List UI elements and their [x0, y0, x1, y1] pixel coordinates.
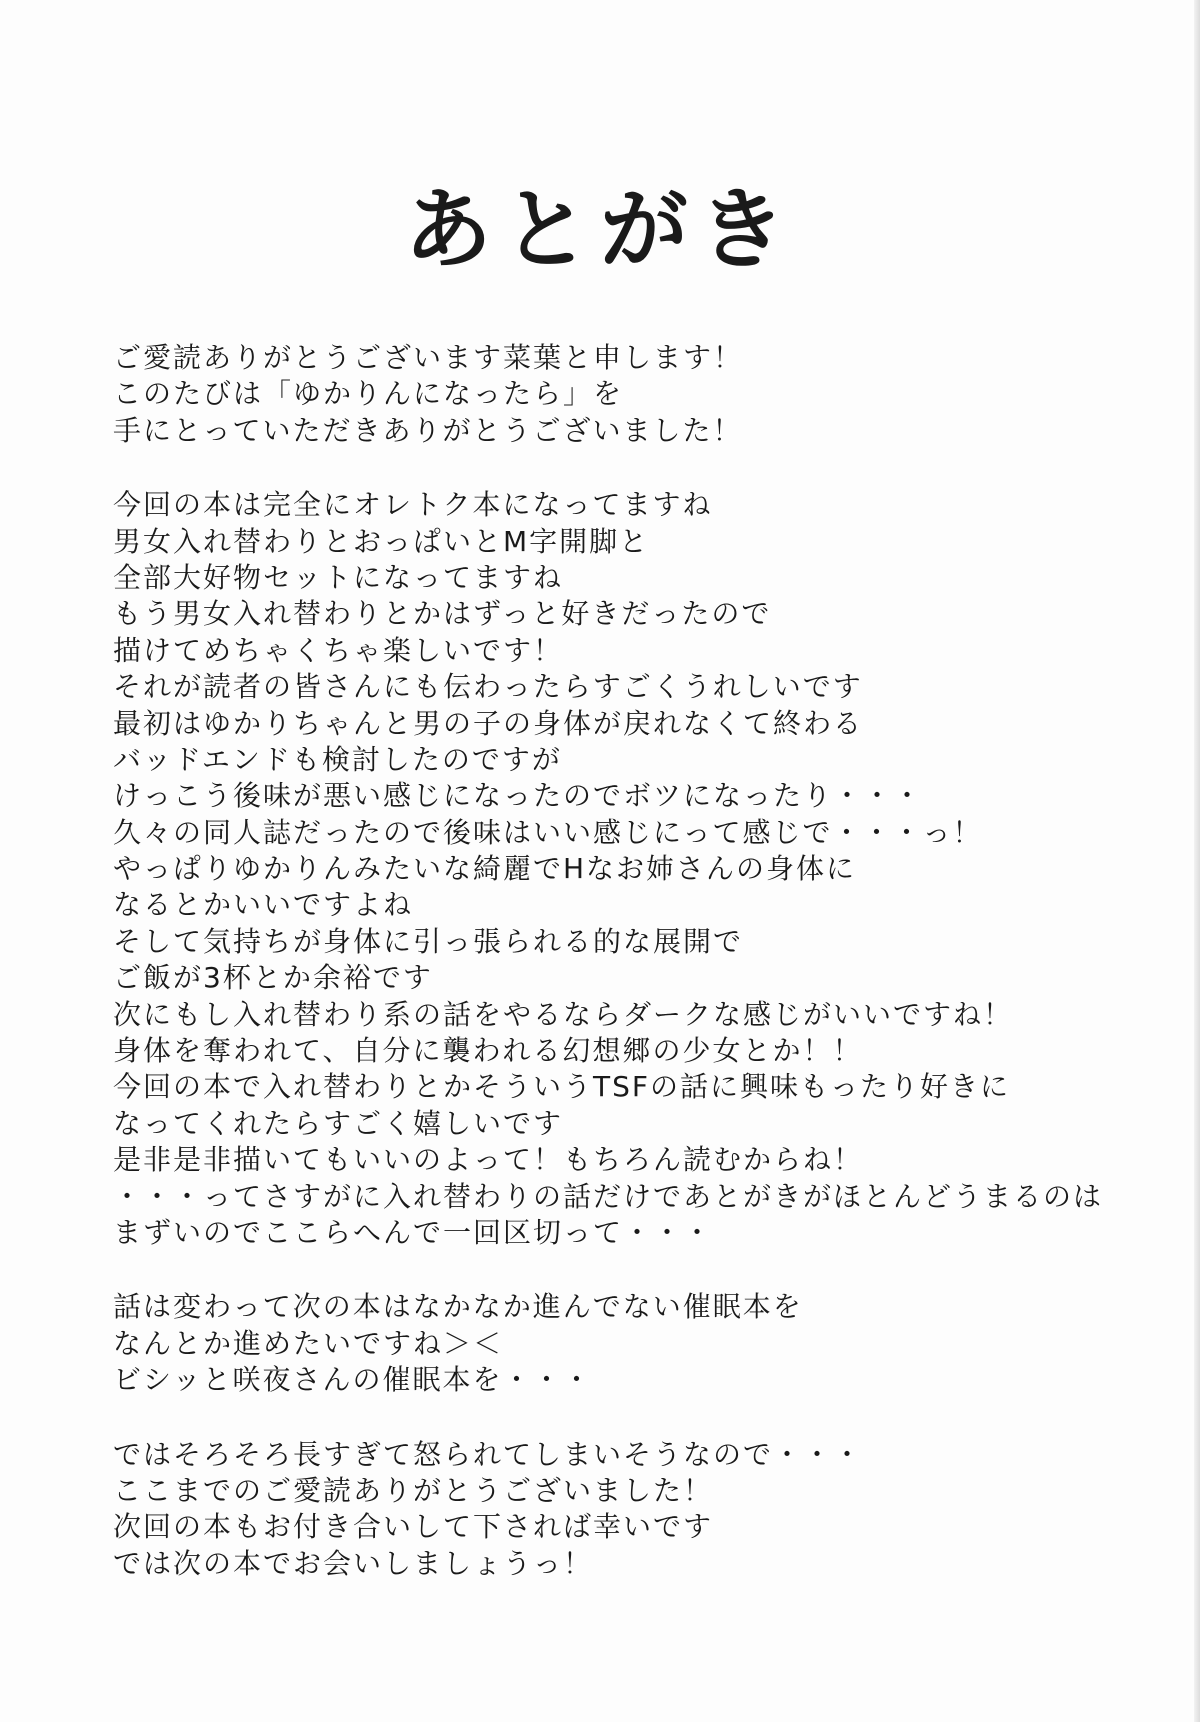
text-line: このたびは「ゆかりんになったら」を	[113, 377, 624, 411]
text-line: ご愛読ありがとうございます菜葉と申します！	[113, 341, 744, 374]
text-line: 全部大好物セットになってますね	[113, 560, 564, 594]
text-line: 今回の本は完全にオレトク本になってますね	[113, 488, 713, 522]
text-line: なるとかいいですよね	[113, 888, 414, 922]
text-line: 次回の本もお付き合いして下されば幸いです	[113, 1510, 714, 1544]
text-line: そして気持ちが身体に引っ張られる的な展開で	[113, 924, 744, 958]
text-line: 男女入れ替わりとおっぱいとM字開脚と	[113, 524, 650, 558]
text-line: 手にとっていただきありがとうございました！	[113, 413, 743, 447]
text-line: ・・・ってさすがに入れ替わりの話だけであとがきがほとんどうまるのは	[113, 1179, 1104, 1213]
text-line: 今回の本で入れ替わりとかそういうTSFの話に興味もったり好きに	[113, 1070, 1010, 1104]
text-line: では次の本でお会いしましょうっ！	[113, 1546, 594, 1580]
text-line: ご飯が3杯とか余裕です	[113, 961, 433, 995]
text-line: ビシッと咲夜さんの催眠本を・・・	[113, 1363, 593, 1397]
text-line: 是非是非描いてもいいのよって！もちろん読むからね！	[113, 1143, 864, 1177]
page-title: あとがき	[403, 178, 796, 281]
paragraph-4	[113, 1437, 1163, 1583]
text-line: ではそろそろ長すぎて怒られてしまいそうなので・・・	[113, 1437, 864, 1471]
afterword-body	[113, 340, 1163, 1582]
text-line: なってくれたらすごく嬉しいです	[113, 1106, 564, 1140]
paragraph-2	[113, 487, 1163, 1251]
paragraph-1	[113, 340, 1163, 449]
text-line: なんとか進めたいですね＞＜	[113, 1326, 504, 1360]
text-line: 最初はゆかりちゃんと男の子の身体が戻れなくて終わる	[113, 706, 864, 740]
text-line: それが読者の皆さんにも伝わったらすごくうれしいです	[113, 670, 863, 704]
text-line: もう男女入れ替わりとかはずっと好きだったので	[113, 597, 772, 631]
paragraph-3	[113, 1289, 1163, 1398]
text-line: 次にもし入れ替わり系の話をやるならダークな感じがいいですね！	[113, 997, 1014, 1031]
text-line: 描けてめちゃくちゃ楽しいです！	[113, 633, 564, 667]
text-line: バッドエンドも検討したのですが	[113, 742, 562, 776]
text-line: まずいのでここらへんで一回区切って・・・	[113, 1215, 714, 1249]
text-line: やっぱりゆかりんみたいな綺麗でHなお姉さんの身体に	[113, 852, 857, 886]
text-line: 久々の同人誌だったので後味はいい感じにって感じで・・・っ！	[113, 815, 983, 849]
text-line: けっこう後味が悪い感じになったのでボツになったり・・・	[113, 779, 924, 813]
text-line: ここまでのご愛読ありがとうございました！	[113, 1473, 714, 1507]
text-line: 話は変わって次の本はなかなか進んでない催眠本を	[113, 1290, 803, 1324]
text-line: 身体を奪われて、自分に襲われる幻想郷の少女とか！！	[113, 1034, 863, 1068]
